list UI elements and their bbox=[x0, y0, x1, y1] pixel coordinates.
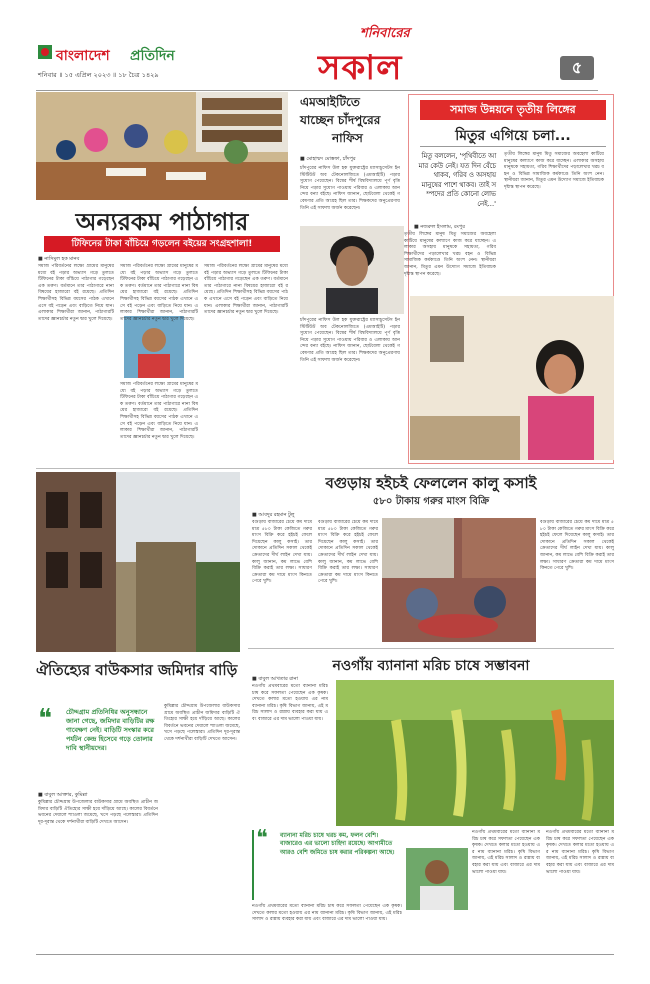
library-body-col3: সমাজ পরিবর্তনের লক্ষ্যে গ্রামের মানুষের মধ্যে বই পড়ার অভ্যাস গড়ে তুলতে টিফিনের টাকা বাঁচিয়ে পাঠাগার গড়েছেন এক তরুণ। বর্তমানে তার পাঠাগারে নানা বিষয়ের হাজারো বই রয়েছে। প্রতিদিন শিক্ষার্থীসহ বিভিন্ন বয়সের পাঠক এখানে এসে বই পড়েন এবং বাড়িতে নিয়ে যান। এলাকার শিক্ষার্থীরা জানান, পাঠাগারটি তাদের জ্ঞানচর্চার নতুন দ্বার খুলে দিয়েছে। bbox=[204, 264, 288, 316]
third-gender-byline: ■ নজরুল ইসলাম, রংপুর bbox=[414, 224, 466, 230]
pepper-farmer-portrait bbox=[404, 846, 470, 912]
pepper-body-col2: নওগাঁয় প্রথমবারের মতো ব্যানানা মরিচ চাষ করে সফলতা পেয়েছেন এক কৃষক। দেখতে কলার মতো হওয়ায় এর নাম ব্যানানা মরিচ। কৃষি বিভাগ জানায়, এই মরিচ সালাদ ও রান্নায় ব্যবহার করা যায় এবং বাজারে এর দাম ভালো পাওয়া যায়। bbox=[252, 904, 402, 923]
portrait-photo-image bbox=[124, 316, 184, 378]
mit-title-line2: যাচ্ছেন চাঁদপুরের bbox=[300, 113, 381, 127]
third-gender-title-rule bbox=[420, 146, 606, 147]
zamindar-photo bbox=[36, 472, 240, 652]
mit-portrait bbox=[300, 226, 404, 314]
mid-section-divider bbox=[248, 648, 614, 649]
mit-title-line3: নাফিস bbox=[332, 131, 363, 145]
third-gender-banner: সমাজ উন্নয়নে তৃতীয় লিঙ্গের bbox=[420, 100, 606, 120]
library-portrait bbox=[124, 316, 184, 378]
masthead bbox=[0, 0, 650, 92]
third-gender-quote: মিতু বললেন, 'পৃথিবীতে আমার কেউ নেই। যত দিন বেঁচে থাকব, গরিব ও অসহায় মানুষের পাশে থাকব। তাই সম্পদের প্রতি কোনো লোভ নেই...' bbox=[418, 152, 496, 208]
pepper-body-col4: নওগাঁয় প্রথমবারের মতো ব্যানানা মরিচ চাষ করে সফলতা পেয়েছেন এক কৃষক। দেখতে কলার মতো হওয়ায় এর নাম ব্যানানা মরিচ। কৃষি বিভাগ জানায়, এই মরিচ সালাদ ও রান্নায় ব্যবহার করা যায় এবং বাজারে এর দাম ভালো পাওয়া যায়। bbox=[546, 830, 614, 875]
mit-body-col2: চাঁদপুরের নাফিস উল হক যুক্তরাষ্ট্রের ম্যাসাচুসেটস ইনস্টিটিউট অব টেকনোলজিতে (এমআইটি) পড়ার সুযোগ পেয়েছেন। বিশ্বের শীর্ষ বিশ্ববিদ্যালয়ে পূর্ণ বৃত্তি নিয়ে পড়ার সুযোগ পাওয়ায় পরিবার ও এলাকায় আনন্দের বন্যা বইছে। নাফিস জানান, ছোটবেলা থেকেই গবেষণার প্রতি আগ্রহ ছিল তার। শিক্ষকদের অনুপ্রেরণায় তিনি এই সাফল্য অর্জন করেছেন। bbox=[300, 318, 400, 363]
masthead-divider bbox=[36, 90, 598, 91]
brand-name-left: বাংলাদেশ bbox=[56, 48, 110, 64]
supplement-name: সকাল bbox=[318, 48, 403, 88]
zamindar-photo-image bbox=[36, 472, 240, 652]
butcher-body-col1: বগুড়ায় বাজারের চেয়ে কম দামে মাত্র ৫৮০ টাকা কেজিতে গরুর মাংস বিক্রি করে হইচই ফেলে দিয়েছেন কালু কসাই। তার দোকানে প্রতিদিন সকাল থেকেই ক্রেতাদের দীর্ঘ লাইন দেখা যায়। কালু জানান, কম লাভে বেশি বিক্রি করাই তার লক্ষ্য। সাধারণ ক্রেতারা কম দামে মাংস কিনতে পেরে খুশি। bbox=[252, 520, 312, 585]
pepper-byline: ■ বাবুল আখতার রানা bbox=[252, 676, 298, 682]
library-photo-image bbox=[36, 92, 288, 200]
mit-portrait-image bbox=[300, 226, 404, 314]
library-title: অন্যরকম পাঠাগার bbox=[75, 208, 249, 236]
page-number: ৫ bbox=[560, 56, 594, 80]
third-gender-body-col1: তৃতীয় লিঙ্গের মানুষ মিতু সমাজের অবহেলা কাটিয়ে মানুষের কল্যাণে কাজ করে যাচ্ছেন। এলাকার অসহায় মানুষকে সহায়তা, গরিব শিক্ষার্থীদের পড়ালেখার খরচ বহন ও বিভিন্ন সামাজিক কর্মকাণ্ডে তিনি অংশ নেন। স্থানীয়রা জানান, মিতুর এমন উদ্যোগ সমাজে ইতিবাচক দৃষ্টান্ত স্থাপন করেছে। bbox=[404, 232, 496, 277]
butcher-subtitle: ৫৮০ টাকায় গরুর মাংস বিক্রি bbox=[372, 496, 490, 507]
third-gender-body-col2: তৃতীয় লিঙ্গের মানুষ মিতু সমাজের অবহেলা কাটিয়ে মানুষের কল্যাণে কাজ করে যাচ্ছেন। এলাকার অসহায় মানুষকে সহায়তা, গরিব শিক্ষার্থীদের পড়ালেখার খরচ বহন ও বিভিন্ন সামাজিক কর্মকাণ্ডে তিনি অংশ নেন। স্থানীয়রা জানান, মিতুর এমন উদ্যোগ সমাজে ইতিবাচক দৃষ্টান্ত স্থাপন করেছে। bbox=[504, 152, 604, 190]
pepper-photo bbox=[336, 680, 614, 826]
third-gender-title: মিতুর এগিয়ে চলা... bbox=[455, 128, 571, 144]
top-section-divider bbox=[36, 468, 614, 469]
pepper-body-col1: নওগাঁয় প্রথমবারের মতো ব্যানানা মরিচ চাষ করে সফলতা পেয়েছেন এক কৃষক। দেখতে কলার মতো হওয়ায় এর নাম ব্যানানা মরিচ। কৃষি বিভাগ জানায়, এই মরিচ সালাদ ও রান্নায় ব্যবহার করা যায় এবং বাজারে এর দাম ভালো পাওয়া যায়। bbox=[252, 684, 328, 722]
farmer-portrait-image bbox=[406, 848, 468, 910]
pepper-photo-image bbox=[336, 680, 614, 826]
date-line: শনিবার ॥ ১৫ এপ্রিল ২০২৩ ॥ ১৮ চৈত্র ১৪২৯ bbox=[38, 71, 159, 79]
library-byline: ■ নাসিমুল হক মানব bbox=[38, 256, 80, 262]
brand-emblem-icon bbox=[38, 45, 52, 59]
pepper-pullquote: ব্যানানা মরিচ চাষে খরচ কম, ফলন বেশি। বাজারেও এর ভালো চাহিদা রয়েছে। আগামীতে আরও বেশি জমিতে চাষ করার পরিকল্পনা আছে। bbox=[280, 832, 395, 856]
library-subtitle: টিফিনের টাকা বাঁচিয়ে গড়লেন বইয়ের সংগ্রহশালা! bbox=[44, 236, 280, 252]
newspaper-logo bbox=[38, 40, 218, 66]
zamindar-body-col1: কুমিল্লার চৌদ্দগ্রাম উপজেলার বাউকসার গ্রামে অবস্থিত প্রাচীন জমিদার বাড়িটি ঐতিহ্যের সাক্ষী হয়ে দাঁড়িয়ে আছে। কালের বিবর্তনে ভবনের দেয়ালে শ্যাওলা জমেছে, খসে পড়ছে পলেস্তারা। প্রতিদিন দূর-দূরান্ত থেকে দর্শনার্থীরা বাড়িটি দেখতে আসেন। bbox=[38, 800, 158, 825]
butcher-photo bbox=[382, 518, 536, 642]
library-body-col2b: সমাজ পরিবর্তনের লক্ষ্যে গ্রামের মানুষের মধ্যে বই পড়ার অভ্যাস গড়ে তুলতে টিফিনের টাকা বাঁচিয়ে পাঠাগার গড়েছেন এক তরুণ। বর্তমানে তার পাঠাগারে নানা বিষয়ের হাজারো বই রয়েছে। প্রতিদিন শিক্ষার্থীসহ বিভিন্ন বয়সের পাঠক এখানে এসে বই পড়েন এবং বাড়িতে নিয়ে যান। এলাকার শিক্ষার্থীরা জানান, পাঠাগারটি তাদের জ্ঞানচর্চার নতুন দ্বার খুলে দিয়েছে। bbox=[120, 382, 198, 440]
brand-name-right: প্রতিদিন bbox=[130, 48, 175, 64]
mit-title-line1: এমআইটিতে bbox=[300, 95, 360, 109]
library-photo bbox=[36, 92, 288, 200]
zamindar-title: ঐতিহ্যের বাউকসার জমিদার বাড়ি bbox=[36, 661, 238, 679]
butcher-body-col3: বগুড়ায় বাজারের চেয়ে কম দামে মাত্র ৫৮০ টাকা কেজিতে গরুর মাংস বিক্রি করে হইচই ফেলে দিয়েছেন কালু কসাই। তার দোকানে প্রতিদিন সকাল থেকেই ক্রেতাদের দীর্ঘ লাইন দেখা যায়। কালু জানান, কম লাভে বেশি বিক্রি করাই তার লক্ষ্য। সাধারণ ক্রেতারা কম দামে মাংস কিনতে পেরে খুশি। bbox=[540, 520, 614, 572]
butcher-photo-image bbox=[382, 518, 536, 642]
zamindar-pullquote-mark: ❝ bbox=[38, 704, 52, 734]
butcher-title: বগুড়ায় হইচই ফেললেন কালু কসাই bbox=[325, 474, 537, 492]
third-gender-portrait bbox=[410, 296, 614, 460]
mit-body-col1: চাঁদপুরের নাফিস উল হক যুক্তরাষ্ট্রের ম্যাসাচুসেটস ইনস্টিটিউট অব টেকনোলজিতে (এমআইটি) পড়ার সুযোগ পেয়েছেন। বিশ্বের শীর্ষ বিশ্ববিদ্যালয়ে পূর্ণ বৃত্তি নিয়ে পড়ার সুযোগ পাওয়ায় পরিবার ও এলাকায় আনন্দের বন্যা বইছে। নাফিস জানান, ছোটবেলা থেকেই গবেষণার প্রতি আগ্রহ ছিল তার। শিক্ষকদের অনুপ্রেরণায় তিনি এই সাফল্য অর্জন করেছেন। bbox=[300, 166, 400, 211]
pepper-title: নওগাঁয় ব্যানানা মরিচ চাষে সম্ভাবনা bbox=[332, 658, 530, 674]
library-body-col1: সমাজ পরিবর্তনের লক্ষ্যে গ্রামের মানুষের মধ্যে বই পড়ার অভ্যাস গড়ে তুলতে টিফিনের টাকা বাঁচিয়ে পাঠাগার গড়েছেন এক তরুণ। বর্তমানে তার পাঠাগারে নানা বিষয়ের হাজারো বই রয়েছে। প্রতিদিন শিক্ষার্থীসহ বিভিন্ন বয়সের পাঠক এখানে এসে বই পড়েন এবং বাড়িতে নিয়ে যান। এলাকার শিক্ষার্থীরা জানান, পাঠাগারটি তাদের জ্ঞানচর্চার নতুন দ্বার খুলে দিয়েছে। bbox=[38, 264, 114, 322]
pepper-body-col3: নওগাঁয় প্রথমবারের মতো ব্যানানা মরিচ চাষ করে সফলতা পেয়েছেন এক কৃষক। দেখতে কলার মতো হওয়ায় এর নাম ব্যানানা মরিচ। কৃষি বিভাগ জানায়, এই মরিচ সালাদ ও রান্নায় ব্যবহার করা যায় এবং বাজারে এর দাম ভালো পাওয়া যায়। bbox=[472, 830, 540, 875]
library-body-col2: সমাজ পরিবর্তনের লক্ষ্যে গ্রামের মানুষের মধ্যে বই পড়ার অভ্যাস গড়ে তুলতে টিফিনের টাকা বাঁচিয়ে পাঠাগার গড়েছেন এক তরুণ। বর্তমানে তার পাঠাগারে নানা বিষয়ের হাজারো বই রয়েছে। প্রতিদিন শিক্ষার্থীসহ বিভিন্ন বয়সের পাঠক এখানে এসে বই পড়েন এবং বাড়িতে নিয়ে যান। এলাকার শিক্ষার্থীরা জানান, পাঠাগারটি তাদের জ্ঞানচর্চার নতুন দ্বার খুলে দিয়েছে। bbox=[120, 264, 198, 322]
zamindar-body-col2: কুমিল্লার চৌদ্দগ্রাম উপজেলার বাউকসার গ্রামে অবস্থিত প্রাচীন জমিদার বাড়িটি ঐতিহ্যের সাক্ষী হয়ে দাঁড়িয়ে আছে। কালের বিবর্তনে ভবনের দেয়ালে শ্যাওলা জমেছে, খসে পড়ছে পলেস্তারা। প্রতিদিন দূর-দূরান্ত থেকে দর্শনার্থীরা বাড়িটি দেখতে আসেন। bbox=[164, 704, 240, 742]
mit-byline: ■ মোহাম্মদ মোস্তফা, চাঁদপুর bbox=[300, 156, 356, 162]
bottom-divider bbox=[36, 954, 614, 955]
butcher-byline: ■ আবদুর রহমান টুলু bbox=[252, 512, 295, 518]
supplement-tag: শনিবারের bbox=[360, 26, 410, 41]
third-gender-portrait-image bbox=[410, 296, 614, 460]
pepper-pullquote-mark: ❝ bbox=[256, 826, 268, 851]
supplement-logo bbox=[300, 20, 460, 86]
zamindar-byline: ■ বাবুল আক্তার, কুমিল্লা bbox=[38, 792, 88, 798]
butcher-body-col2: বগুড়ায় বাজারের চেয়ে কম দামে মাত্র ৫৮০ টাকা কেজিতে গরুর মাংস বিক্রি করে হইচই ফেলে দিয়েছেন কালু কসাই। তার দোকানে প্রতিদিন সকাল থেকেই ক্রেতাদের দীর্ঘ লাইন দেখা যায়। কালু জানান, কম লাভে বেশি বিক্রি করাই তার লক্ষ্য। সাধারণ ক্রেতারা কম দামে মাংস কিনতে পেরে খুশি। bbox=[318, 520, 378, 585]
zamindar-pullquote: চৌদ্দগ্রাম প্রতিনিধির অনুসন্ধানে জানা গেছে, জমিদার বাড়িটির রক্ষণাবেক্ষণ নেই। বাড়িটি সংস্কার করে পর্যটন কেন্দ্র হিসেবে গড়ে তোলার দাবি স্থানীয়দের। bbox=[66, 708, 155, 752]
